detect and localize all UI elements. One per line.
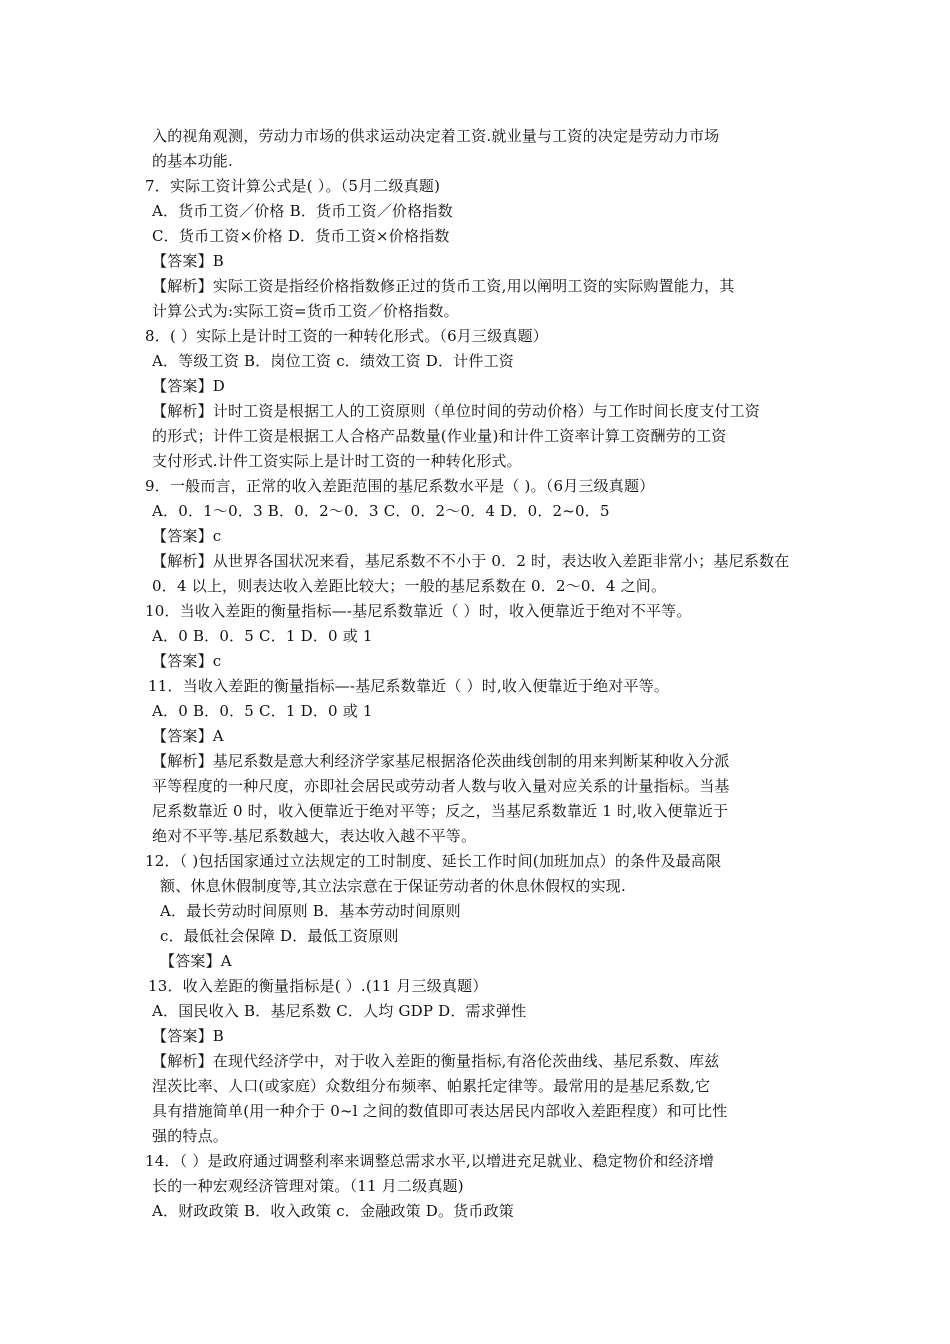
options-line: A．0 B．0．5 C．1 D．0 或 1	[152, 627, 373, 645]
analysis-line: 【解析】从世界各国状况来看，基尼系数不不小于 0．2 时，表达收入差距非常小；基尼系数在	[152, 552, 790, 570]
options-line: A．财政政策 B．收入政策 c．金融政策 D。货币政策	[152, 1202, 514, 1220]
analysis-line: 强的特点。	[152, 1127, 229, 1145]
question-11: 11．当收入差距的衡量指标—-基尼系数靠近（ ）时,收入便靠近于绝对平等。	[148, 677, 670, 695]
answer-line: 【答案】A	[152, 727, 224, 745]
analysis-line: 支付形式.计件工资实际上是计时工资的一种转化形式。	[152, 452, 522, 470]
options-line: C．货币工资×价格 D．货币工资×价格指数	[152, 227, 450, 245]
options-line: A．最长劳动时间原则 B．基本劳动时间原则	[160, 902, 461, 920]
analysis-line: 尼系数靠近 0 时，收入便靠近于绝对平等；反之，当基尼系数靠近 1 时,收入便靠近于	[152, 802, 729, 820]
question-7: 7．实际工资计算公式是( ）。（5月二级真题)	[145, 177, 441, 195]
question-14: 14．（ ）是政府通过调整利率来调整总需求水平,以增进充足就业、稳定物价和经济增	[145, 1152, 715, 1170]
answer-line: 【答案】c	[152, 652, 222, 670]
question-8: 8．( ）实际上是计时工资的一种转化形式。（6月三级真题）	[145, 327, 549, 345]
analysis-line: 【解析】在现代经济学中，对于收入差距的衡量指标,有洛伦茨曲线、基尼系数、库兹	[152, 1052, 720, 1070]
analysis-line: 【解析】基尼系数是意大利经济学家基尼根据洛伦茨曲线创制的用来判断某种收入分派	[152, 752, 730, 770]
answer-line: 【答案】B	[152, 1027, 225, 1045]
answer-line: 【答案】D	[152, 377, 226, 395]
options-line: A．国民收入 B．基尼系数 C．人均 GDP D．需求弹性	[152, 1002, 527, 1020]
text-line: 入的视角观测，劳动力市场的供求运动决定着工资.就业量与工资的决定是劳动力市场	[152, 127, 720, 145]
analysis-line: 【解析】计时工资是根据工人的工资原则（单位时间的劳动价格）与工作时间长度支付工资	[152, 402, 761, 420]
options-line: A．0．1～0．3 B．0．2～0．3 C．0．2～0．4 D．0．2~0．5	[152, 502, 610, 520]
answer-line: 【答案】c	[152, 527, 222, 545]
question-14-cont: 长的一种宏观经济管理对策。（11 月二级真题)	[152, 1177, 464, 1195]
text-line: 的基本功能.	[152, 152, 233, 170]
options-line: A．0 B．0．5 C．1 D．0 或 1	[152, 702, 373, 720]
analysis-line: 绝对不平等.基尼系数越大，表达收入越不平等。	[152, 827, 477, 845]
question-13: 13．收入差距的衡量指标是( ）.(11 月三级真题）	[148, 977, 488, 995]
answer-line: 【答案】A	[160, 952, 232, 970]
analysis-line: 0．4 以上，则表达收入差距比较大；一般的基尼系数在 0．2～0．4 之间。	[152, 577, 667, 595]
answer-line: 【答案】B	[152, 252, 225, 270]
analysis-line: 具有措施简单(用一种介于 0~l 之间的数值即可表达居民内部收入差距程度）和可比性	[152, 1102, 728, 1120]
question-10: 10．当收入差距的衡量指标—-基尼系数靠近（ ）时，收入便靠近于绝对不平等。	[145, 602, 692, 620]
analysis-line: 平等程度的一种尺度，亦即社会居民或劳动者人数与收入量对应关系的计量指标。当基	[152, 777, 730, 795]
analysis-line: 计算公式为:实际工资=货币工资／价格指数。	[152, 302, 459, 320]
options-line: c．最低社会保障 D．最低工资原则	[160, 927, 399, 945]
question-9: 9．一般而言，正常的收入差距范围的基尼系数水平是（ )。（6月三级真题）	[145, 477, 655, 495]
question-12-cont: 额、休息休假制度等,其立法宗意在于保证劳动者的休息休假权的实现.	[160, 877, 626, 895]
analysis-line: 【解析】实际工资是指经价格指数修正过的货币工资,用以阐明工资的实际购置能力，其	[152, 277, 735, 295]
options-line: A．等级工资 B．岗位工资 c．绩效工资 D．计件工资	[152, 352, 514, 370]
options-line: A．货币工资／价格 B．货币工资／价格指数	[152, 202, 453, 220]
question-12: 12．（ )包括国家通过立法规定的工时制度、延长工作时间(加班加点）的条件及最高限	[145, 852, 722, 870]
analysis-line: 涅茨比率、人口(或家庭）众数组分布频率、帕累托定律等。最常用的是基尼系数,它	[152, 1077, 711, 1095]
analysis-line: 的形式；计件工资是根据工人合格产品数量(作业量)和计件工资率计算工资酬劳的工资	[152, 427, 727, 445]
